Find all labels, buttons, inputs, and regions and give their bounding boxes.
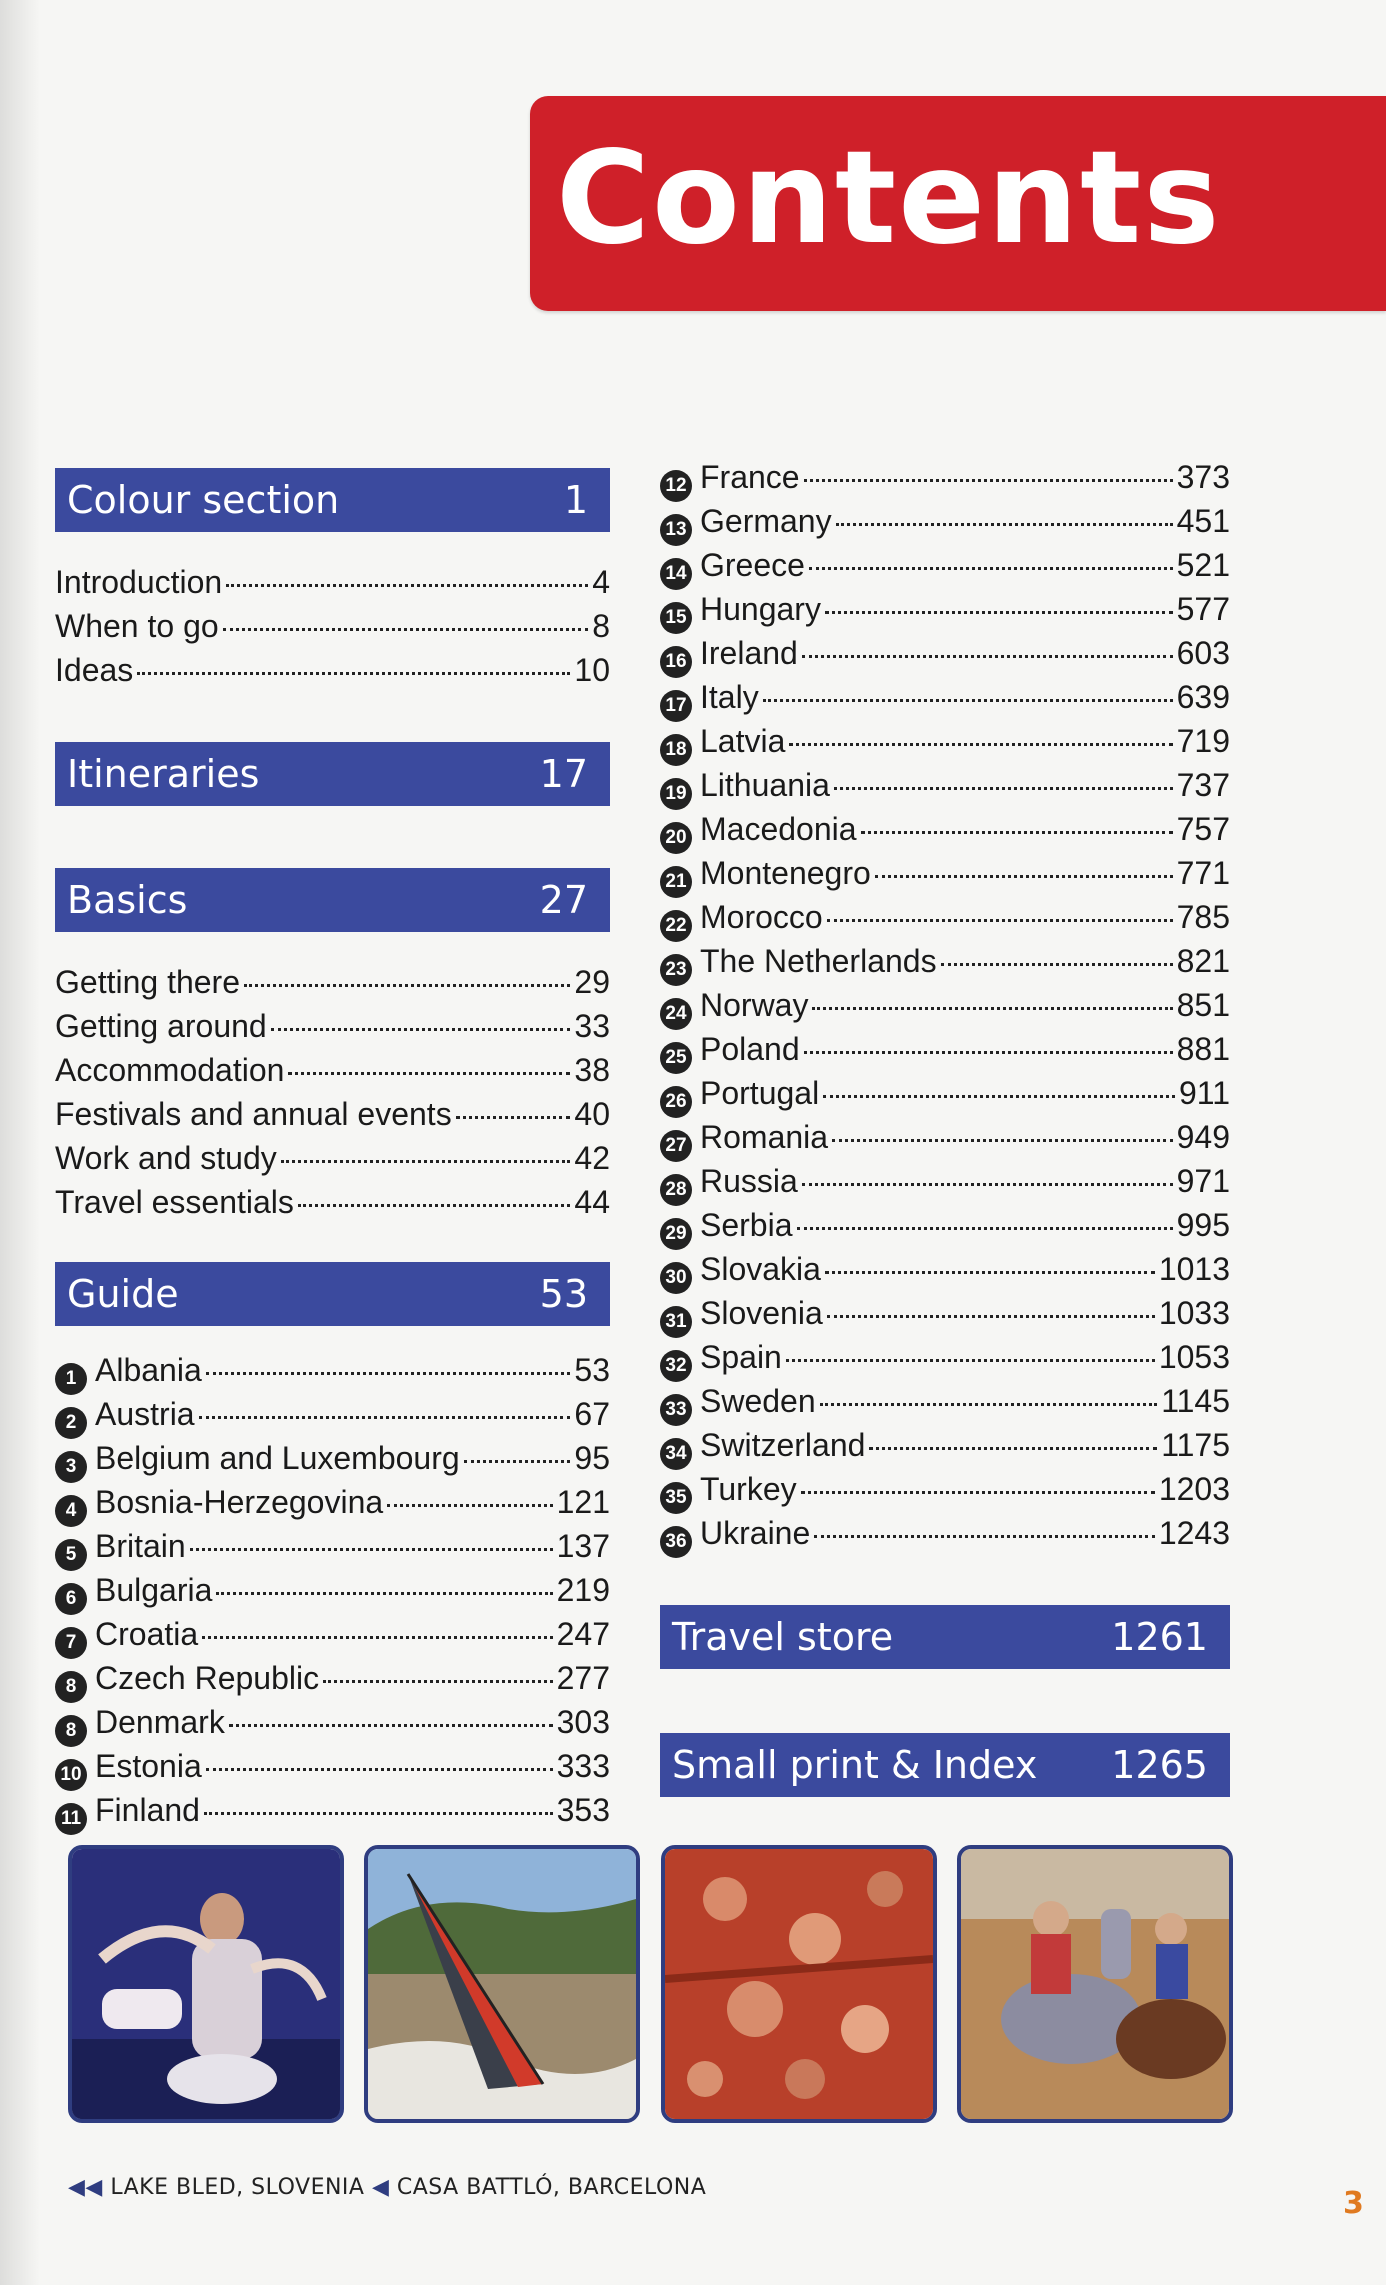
guide-entries-continued [660,455,1230,1555]
toc-entry[interactable]: 7 Croatia 247 [55,1612,610,1656]
section-title: Guide [67,1272,179,1316]
chapter-number-badge: 1 [55,1363,87,1395]
toc-entry[interactable]: 12 France 373 [660,455,1230,499]
leader-dots [802,655,1173,658]
toc-entry[interactable]: 23 The Netherlands 821 [660,939,1230,983]
section-page: 1 [563,478,588,522]
leader-dots [869,1447,1157,1450]
page-gutter-shadow [0,0,40,2285]
toc-right-column [660,455,1230,1797]
section-header-colour[interactable] [55,468,610,532]
chapter-number-badge: 32 [660,1350,692,1382]
chapter-number-badge: 5 [55,1539,87,1571]
toc-entry[interactable]: 27 Romania 949 [660,1115,1230,1159]
chapter-number-badge: 3 [55,1451,87,1483]
leader-dots [809,567,1173,570]
photo-windsurfer [364,1845,640,2123]
chapter-number-badge: 21 [660,866,692,898]
toc-entry[interactable]: 14 Greece 521 [660,543,1230,587]
chapter-number-badge: 22 [660,910,692,942]
leader-dots [827,1315,1155,1318]
toc-entry[interactable]: 11 Finland 353 [55,1788,610,1832]
leader-dots [137,672,570,675]
toc-entry[interactable]: 24 Norway 851 [660,983,1230,1027]
photo-strip [68,1845,1233,2123]
photo-horse-race [957,1845,1233,2123]
leader-dots [802,1183,1173,1186]
page-number: 3 [1343,2186,1364,2221]
chapter-number-badge: 29 [660,1218,692,1250]
leader-dots [206,1372,571,1375]
chapter-number-badge: 27 [660,1130,692,1162]
toc-entry[interactable]: Introduction 4 [55,564,610,600]
toc-entry[interactable]: 3 Belgium and Luxembourg 95 [55,1436,610,1480]
toc-entry[interactable]: 4 Bosnia-Herzegovina 121 [55,1480,610,1524]
toc-entry[interactable]: Getting there 29 [55,964,610,1000]
leader-dots [804,1051,1173,1054]
toc-entry[interactable]: 19 Lithuania 737 [660,763,1230,807]
toc-entry[interactable]: Work and study 42 [55,1140,610,1176]
chapter-number-badge: 28 [660,1174,692,1206]
chapter-number-badge: 8 [55,1671,87,1703]
photo-tomato-festival [661,1845,937,2123]
chapter-number-badge: 13 [660,514,692,546]
chapter-number-badge: 10 [55,1759,87,1791]
leader-dots [281,1160,571,1163]
chapter-number-badge: 8 [55,1715,87,1747]
toc-entry[interactable]: 22 Morocco 785 [660,895,1230,939]
leader-dots [204,1812,553,1815]
chapter-number-badge: 14 [660,558,692,590]
chapter-number-badge: 17 [660,690,692,722]
toc-entry[interactable]: 29 Serbia 995 [660,1203,1230,1247]
leader-dots [801,1491,1155,1494]
toc-entry[interactable]: Festivals and annual events 40 [55,1096,610,1132]
chapter-number-badge: 23 [660,954,692,986]
leader-dots [875,875,1173,878]
toc-entry[interactable]: 1 Albania 53 [55,1348,610,1392]
leader-dots [812,1007,1172,1010]
chapter-number-badge: 24 [660,998,692,1030]
leader-dots [216,1592,552,1595]
toc-entry[interactable]: 32 Spain 1053 [660,1335,1230,1379]
toc-entry[interactable]: 35 Turkey 1203 [660,1467,1230,1511]
leader-dots [825,611,1173,614]
toc-entry[interactable]: Getting around 33 [55,1008,610,1044]
toc-entry[interactable]: 33 Sweden 1145 [660,1379,1230,1423]
leader-dots [820,1403,1158,1406]
toc-entry[interactable]: 17 Italy 639 [660,675,1230,719]
toc-entry[interactable]: 2 Austria 67 [55,1392,610,1436]
chapter-number-badge: 26 [660,1086,692,1118]
leader-dots [823,1095,1175,1098]
section-title: Colour section [67,478,340,522]
section-title: Itineraries [67,752,260,796]
toc-entry[interactable]: 36 Ukraine 1243 [660,1511,1230,1555]
section-page: 53 [539,1272,588,1316]
toc-entry[interactable]: 5 Britain 137 [55,1524,610,1568]
chapter-number-badge: 11 [55,1803,87,1835]
caption-casa-batllo: CASA BATTLÓ, BARCELONA [396,2175,707,2200]
leader-dots [941,963,1173,966]
leader-dots [797,1227,1173,1230]
section-page: 1265 [1111,1743,1208,1787]
toc-entry[interactable]: When to go 8 [55,608,610,644]
leader-dots [199,1416,571,1419]
leader-dots [223,628,589,631]
guide-entries [55,1348,610,1832]
section-title: Basics [67,878,188,922]
chapter-number-badge: 36 [660,1526,692,1558]
toc-entry[interactable]: 28 Russia 971 [660,1159,1230,1203]
toc-entry[interactable]: 15 Hungary 577 [660,587,1230,631]
basics-entries [55,960,610,1224]
leader-dots [763,699,1173,702]
double-left-arrow-icon: ◀◀ [68,2175,103,2200]
leader-dots [861,831,1173,834]
toc-entry[interactable]: 16 Ireland 603 [660,631,1230,675]
chapter-number-badge: 25 [660,1042,692,1074]
leader-dots [271,1028,571,1031]
chapter-number-badge: 20 [660,822,692,854]
photo-caption [68,2175,706,2200]
section-header-travel-store[interactable] [660,1605,1230,1669]
chapter-number-badge: 19 [660,778,692,810]
leader-dots [836,523,1173,526]
chapter-number-badge: 30 [660,1262,692,1294]
leader-dots [786,1359,1155,1362]
chapter-number-badge: 4 [55,1495,87,1527]
chapter-number-badge: 12 [660,470,692,502]
toc-entry[interactable]: 30 Slovakia 1013 [660,1247,1230,1291]
leader-dots [323,1680,553,1683]
leader-dots [206,1768,553,1771]
toc-entry[interactable]: 18 Latvia 719 [660,719,1230,763]
leader-dots [789,743,1172,746]
toc-entry[interactable]: 21 Montenegro 771 [660,851,1230,895]
section-header-itineraries[interactable] [55,742,610,806]
toc-entry[interactable]: Ideas 10 [55,652,610,688]
leader-dots [226,584,588,587]
chapter-number-badge: 35 [660,1482,692,1514]
leader-dots [229,1724,553,1727]
toc-entry[interactable]: 20 Macedonia 757 [660,807,1230,851]
section-title: Travel store [672,1615,894,1659]
leader-dots [464,1460,571,1463]
toc-entry[interactable]: Accommodation 38 [55,1052,610,1088]
leader-dots [202,1636,552,1639]
chapter-number-badge: 2 [55,1407,87,1439]
section-header-guide[interactable] [55,1262,610,1326]
left-arrow-icon: ◀ [371,2175,390,2200]
page-title: Contents [556,124,1222,273]
leader-dots [825,1271,1155,1274]
leader-dots [834,787,1173,790]
toc-entry[interactable]: 26 Portugal 911 [660,1071,1230,1115]
toc-entry[interactable]: Travel essentials 44 [55,1184,610,1220]
toc-entry[interactable]: 6 Bulgaria 219 [55,1568,610,1612]
section-header-small-print[interactable] [660,1733,1230,1797]
chapter-number-badge: 33 [660,1394,692,1426]
section-page: 27 [539,878,588,922]
section-page: 1261 [1111,1615,1208,1659]
chapter-number-badge: 18 [660,734,692,766]
chapter-number-badge: 34 [660,1438,692,1470]
toc-entry[interactable]: 31 Slovenia 1033 [660,1291,1230,1335]
chapter-number-badge: 6 [55,1583,87,1615]
section-header-basics[interactable] [55,868,610,932]
toc-entry[interactable]: 13 Germany 451 [660,499,1230,543]
toc-entry[interactable]: 34 Switzerland 1175 [660,1423,1230,1467]
leader-dots [298,1204,571,1207]
leader-dots [804,479,1173,482]
title-banner [530,96,1386,311]
section-title: Small print & Index [672,1743,1038,1787]
section-page: 17 [539,752,588,796]
toc-entry[interactable]: 8 Czech Republic 277 [55,1656,610,1700]
chapter-number-badge: 15 [660,602,692,634]
chapter-number-badge: 7 [55,1627,87,1659]
toc-left-column [55,468,610,1832]
toc-entry[interactable]: 10 Estonia 333 [55,1744,610,1788]
colour-entries [55,560,610,692]
leader-dots [288,1072,570,1075]
toc-entry[interactable]: 25 Poland 881 [660,1027,1230,1071]
leader-dots [814,1535,1155,1538]
leader-dots [387,1504,552,1507]
photo-dancers [68,1845,344,2123]
chapter-number-badge: 16 [660,646,692,678]
leader-dots [827,919,1173,922]
chapter-number-badge: 31 [660,1306,692,1338]
leader-dots [190,1548,553,1551]
toc-entry[interactable]: 8 Denmark 303 [55,1700,610,1744]
caption-lake-bled: LAKE BLED, SLOVENIA [110,2175,365,2200]
leader-dots [832,1139,1173,1142]
leader-dots [244,984,570,987]
leader-dots [456,1116,571,1119]
